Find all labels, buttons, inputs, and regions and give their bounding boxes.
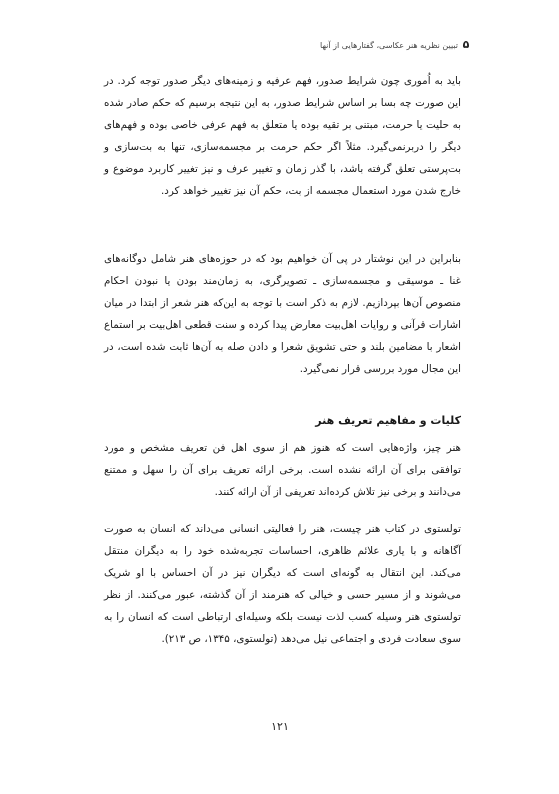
page-number: ۱۲۱ <box>271 720 289 733</box>
paragraph-3: هنر چیز، واژه‌هایی است که هنوز هم از سوی اهل فن تعریف مشخص و مورد توافقی برای آن ارائه نشده است. برخی ارائه تعریف برای آن را سهل و ممتنع می‌دانند و برخی نیز تلاش کرده‌اند تعریفی از آن ارائه کنند. <box>104 442 461 498</box>
section-heading: کلیات و مفاهیم تعریف هنر <box>315 414 461 427</box>
paragraph-4: تولستوی در کتاب هنر چیست، هنر را فعالیتی انسانی می‌داند که انسان به صورت آگاهانه و با یاری علائم ظاهری، احساسات تجربه‌شده خود را به دیگران منتقل می‌کند. این انتقال به گونه‌ای است که دیگران نیز در آن احساس با او شریک می‌شوند و از مسیر حسی و خیالی که هنرمند از آن گذشته، عبور می‌کنند. از نظر تولستوی هنر وسیله کسب لذت نیست بلکه وسیله‌ای ارتباطی است که انسان را به سوی سعادت فردی و اجتماعی نیل می‌دهد (تولستوی، ۱۳۴۵، ص ۲۱۳). <box>104 523 461 645</box>
paragraph-1: باید به اُموری چون شرایط صدور، فهم عرفیه و زمینه‌های دیگر صدور توجه کرد. در این صورت چه بسا بر اساس شرایط صدور، به این نتیجه برسیم که حکم صادر شده به حلیت یا حرمت، مبتنی بر تقیه بوده یا متعلق به فهم عرفی خاصی بوده و فهم‌های دیگر را دربرنمی‌گیرد. مثلاً اگر حکم حرمت بر مجسمه‌سازی، تنها به بت‌سازی و بت‌پرستی تعلق گرفته باشد، با گذر زمان و تغییر عرف و نیز تغییر کاربرد موضوع و خارج شدن مورد استعمال مجسمه از بت، حکم آن نیز تغییر خواهد کرد. <box>104 75 461 197</box>
paragraph-2: بنابراین در این نوشتار در پی آن خواهیم بود که در حوزه‌های هنر شامل دوگانه‌های غنا ـ موسیقی و مجسمه‌سازی ـ تصویرگری، به زمان‌مند بودن یا نبودن احکام منصوص آن‌ها بپردازیم. لازم به ذکر است با توجه به این‌که هنر شعر از ابتدا در میان اشارات قرآنی و روایات اهل‌بیت معارض پیدا کرده و سنت قطعی اهل‌بیت بر استماع اشعار با مضامین بلند و حتی تشویق شعرا و دادن صله به آن‌ها ثابت شده است، در این مجال مورد بررسی قرار نمی‌گیرد. <box>104 253 461 375</box>
running-header: تبیین نظریه هنر عکاسی، گفتارهایی از آنها <box>320 41 458 50</box>
header-ornament: ۵ <box>462 38 470 51</box>
